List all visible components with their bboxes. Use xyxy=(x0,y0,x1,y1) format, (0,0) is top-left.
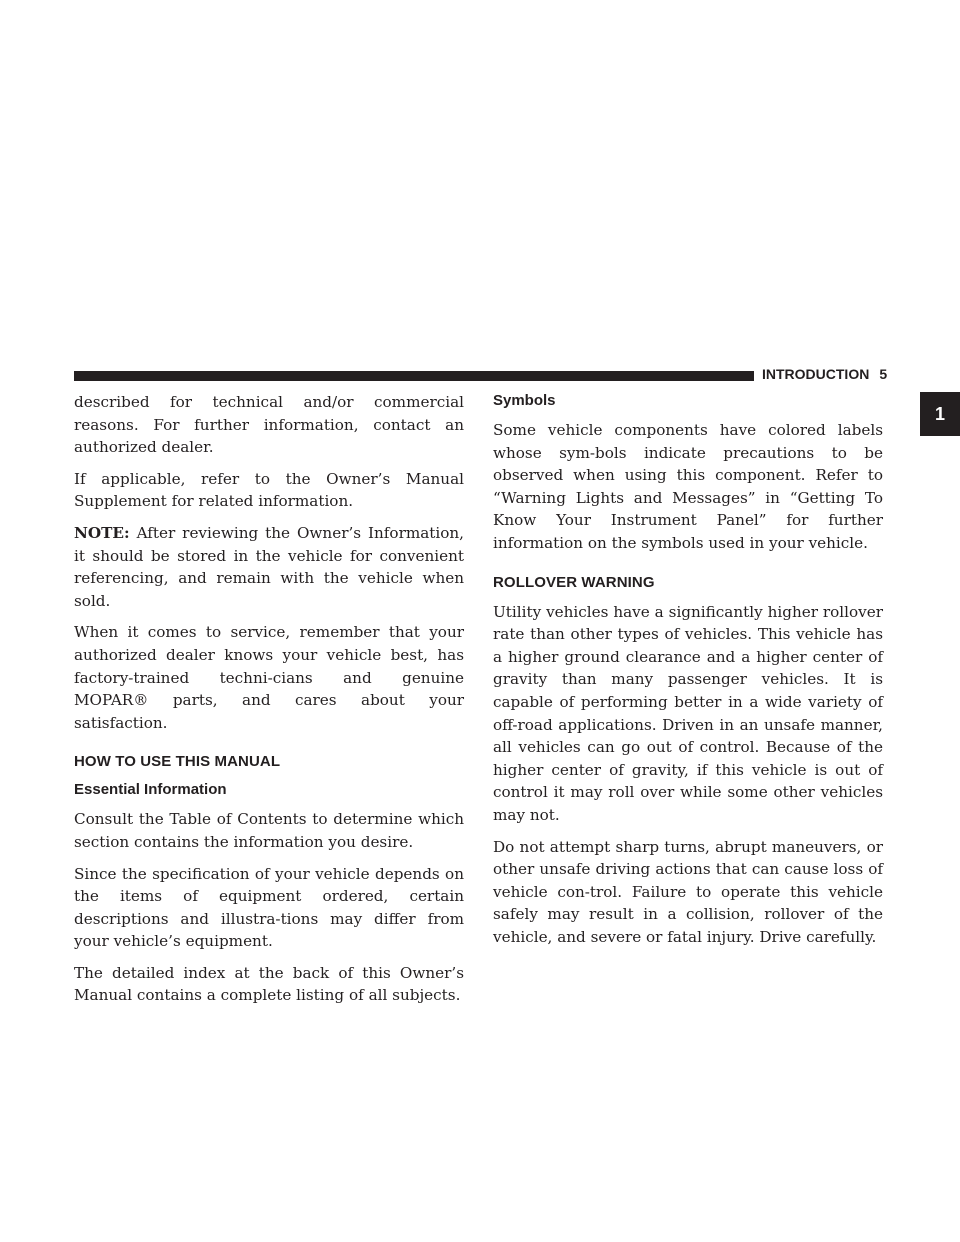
note-label: NOTE: xyxy=(74,523,130,542)
right-column xyxy=(493,391,883,957)
left-column xyxy=(74,391,464,1016)
paragraph: If applicable, refer to the Owner’s Manual Supplement for related information. xyxy=(74,469,464,511)
paragraph: When it comes to service, remember that your authorized dealer knows your vehicle best, has factory-trained techni-cians and genuine MOPAR® parts, and cares about your satisfaction. xyxy=(74,623,464,732)
note-paragraph xyxy=(74,522,464,612)
subsection-heading: Essential Information xyxy=(74,781,227,799)
running-header xyxy=(762,366,887,382)
paragraph: Do not attempt sharp turns, abrupt maneuvers, or other unsafe driving actions that can cause loss of vehicle con-trol. Failure to operate this vehicle safely may result in a collision, rollover of the vehicle, and severe or fatal injury. Drive carefully. xyxy=(493,837,883,946)
section-title: INTRODUCTION xyxy=(762,366,870,382)
section-heading: HOW TO USE THIS MANUAL xyxy=(74,753,281,771)
chapter-tab xyxy=(920,392,960,436)
subsection-heading: Symbols xyxy=(493,392,556,409)
paragraph: Since the specification of your vehicle depends on the items of equipment ordered, certain descriptions and illustra-tions may differ from your vehicle’s equipment. xyxy=(74,864,464,951)
page-number: 5 xyxy=(879,366,888,382)
paragraph: The detailed index at the back of this Owner’s Manual contains a complete listing of all subjects. xyxy=(74,963,464,1005)
header-rule xyxy=(74,371,754,381)
paragraph: Some vehicle components have colored labels whose sym-bols indicate precautions to be observed when using this component. Refer to “Warning Lights and Messages” in “Getting To Know Your Instrument Panel” for further information on the symbols used in your vehicle. xyxy=(493,421,883,552)
paragraph: Utility vehicles have a significantly higher rollover rate than other types of vehicles. This vehicle has a higher ground clearance and a higher center of gravity than many passenger vehicles. It is capable of performing better in a wide variety of off-road applications. Driven in an unsafe manner, all vehicles can go out of control. Because of the higher center of gravity, if this vehicle is out of control it may roll over while some other vehicles may not. xyxy=(493,602,883,824)
paragraph: Consult the Table of Contents to determine which section contains the information you desire. xyxy=(74,810,464,851)
chapter-number: 1 xyxy=(934,403,945,424)
paragraph: described for technical and/or commercial reasons. For further information, contact an authorized dealer. xyxy=(74,393,464,457)
note-text: After reviewing the Owner’s Information, it should be stored in the vehicle for convenient referencing, and remain with the vehicle when sold. xyxy=(74,523,465,610)
section-heading: ROLLOVER WARNING xyxy=(493,573,655,591)
